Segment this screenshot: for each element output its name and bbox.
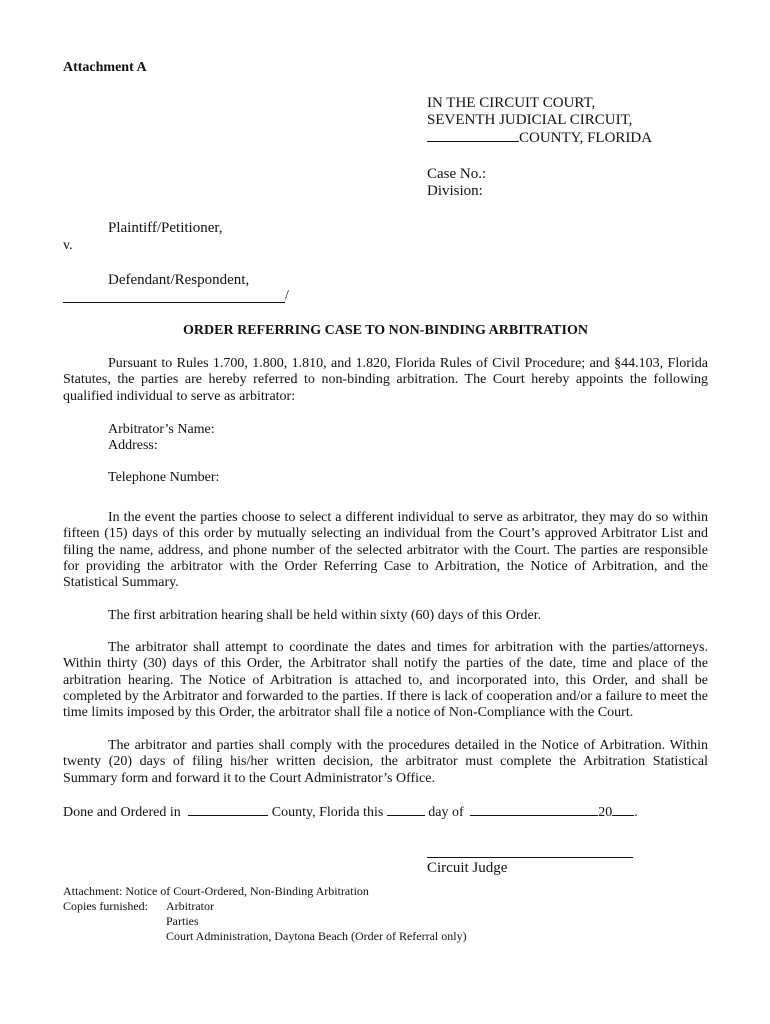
arbitrator-phone-label: Telephone Number: [108, 470, 220, 485]
copies-item-parties: Parties [166, 914, 199, 928]
circuit-judge-label: Circuit Judge [427, 860, 508, 876]
paragraph-4: The arbitrator shall attempt to coordinate the dates and times for arbitration with the parties/attorneys. Within thirty (30) days of this Order, the Arbitrator shall notify the parties of the date, time and place of the arbitration hearing. The Notice of Arbitration is attached to, and incorporated into, this Order, and shall be completed by the Arbitrator and forwarded to the parties. If there is lack of cooperation and/or a failure to meet the time limits imposed by this Order, the arbitrator shall file a notice of Non-Compliance with the Court. [63, 640, 708, 721]
copies-furnished-label: Copies furnished: [63, 899, 148, 913]
division-label: Division: [427, 183, 483, 199]
document-title: ORDER REFERRING CASE TO NON-BINDING ARBITRATION [183, 323, 588, 338]
done-county-blank [188, 803, 268, 816]
court-line-2: SEVENTH JUDICIAL CIRCUIT, [427, 112, 633, 128]
footer-attachment: Attachment: Notice of Court-Ordered, Non-Binding Arbitration [63, 884, 369, 898]
arbitrator-name-label: Arbitrator’s Name: [108, 422, 215, 437]
done-year-blank [612, 803, 634, 816]
paragraph-2: In the event the parties choose to select a different individual to serve as arbitrator, they may do so within fifteen (15) days of this order by mutually selecting an individual from the Court’s approved Arbitrator List and filing the name, address, and phone number of the selected arbitrator with the Court. The parties are responsible for providing the arbitrator with the Order Referring Case to Arbitration, the Notice of Arbitration, and the Statistical Summary. [63, 510, 708, 591]
county-suffix: COUNTY, FLORIDA [519, 130, 653, 146]
plaintiff-label: Plaintiff/Petitioner, [108, 220, 223, 236]
done-and-ordered-line: Done and Ordered in County, Florida this day of 20 . [63, 805, 638, 820]
signature-line [427, 857, 633, 858]
paragraph-5: The arbitrator and parties shall comply with the procedures detailed in the Notice of Arbitration. Within twenty (20) days of filing his/her written decision, the arbitrator must complete the Arbitration Statistical Summary form and forward it to the Court Administrator’s Office. [63, 738, 708, 786]
paragraph-1: Pursuant to Rules 1.700, 1.800, 1.810, and 1.820, Florida Rules of Civil Procedure; and §44.103, Florida Statutes, the parties are hereby referred to non-binding arbitration. The Court hereby appoints the following qualified individual to serve as arbitrator: [63, 356, 708, 404]
done-day-blank [387, 803, 425, 816]
caption-slash: / [285, 288, 289, 303]
court-line-1: IN THE CIRCUIT COURT, [427, 95, 596, 111]
arbitrator-address-label: Address: [108, 438, 158, 453]
versus-label: v. [63, 238, 73, 253]
defendant-label: Defendant/Respondent, [108, 272, 250, 288]
case-no-label: Case No.: [427, 166, 487, 182]
paragraph-3: The first arbitration hearing shall be held within sixty (60) days of this Order. [108, 608, 542, 623]
caption-underline [63, 302, 285, 303]
court-line-3 [427, 129, 652, 147]
attachment-label: Attachment A [63, 60, 147, 75]
done-month-blank [470, 803, 598, 816]
copies-item-court-admin: Court Administration, Daytona Beach (Order of Referral only) [166, 929, 467, 943]
copies-item-arbitrator: Arbitrator [166, 899, 214, 913]
county-blank [427, 129, 519, 142]
